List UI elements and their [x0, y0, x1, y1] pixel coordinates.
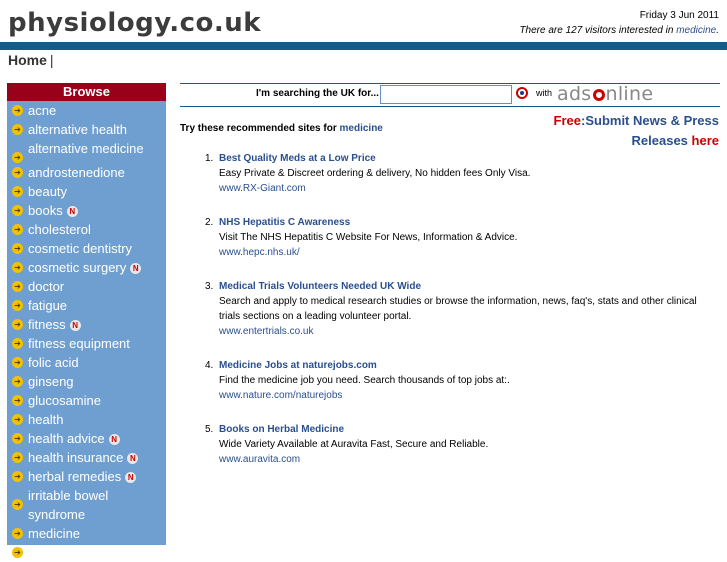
result-title-link[interactable]: NHS Hepatitis C Awareness	[219, 217, 351, 228]
result-title-link[interactable]: Best Quality Meds at a Low Price	[219, 153, 376, 164]
arrow-right-icon: ➔	[12, 499, 23, 510]
sidebar-item[interactable]	[7, 543, 166, 562]
recommend-topic[interactable]: medicine	[339, 123, 383, 134]
new-badge-icon: N	[130, 263, 141, 274]
sidebar-item-label: fatigue	[28, 298, 68, 313]
browse-heading: Browse	[7, 83, 166, 101]
new-badge-icon: N	[67, 206, 78, 217]
recommend-heading	[180, 123, 383, 134]
visitor-topic-link[interactable]: medicine	[676, 25, 717, 36]
sidebar-item[interactable]	[7, 334, 166, 353]
sidebar-item-label: alternative medicine	[28, 141, 144, 156]
sidebar-item[interactable]	[7, 139, 166, 163]
arrow-right-icon: ➔	[12, 224, 23, 235]
result-description: Search and apply to medical research studies or browse the information, news, faq's, stats and other clinical trials sections on a leading volunteer portal.	[219, 296, 697, 322]
arrow-right-icon: ➔	[12, 281, 23, 292]
arrow-right-icon: ➔	[12, 152, 23, 163]
result-url-link[interactable]: www.entertrials.co.uk	[219, 326, 314, 337]
result-description: Easy Private & Discreet ordering & delivery, No hidden fees Only Visa.	[219, 168, 531, 179]
sidebar-item-label: health insurance	[28, 450, 124, 465]
result-description: Find the medicine job you need. Search thousands of top jobs at:.	[219, 375, 510, 386]
search-input[interactable]	[380, 85, 512, 104]
result-number: 4.	[205, 360, 214, 371]
result-url-link[interactable]: www.nature.com/naturejobs	[219, 390, 343, 401]
sidebar-item-label: fitness	[28, 317, 66, 332]
recommend-prefix: Try these recommended sites for	[180, 123, 340, 134]
sidebar-item[interactable]	[7, 296, 166, 315]
press-release-promo[interactable]	[554, 111, 719, 151]
arrow-right-icon: ➔	[12, 319, 23, 330]
result-number: 5.	[205, 424, 214, 435]
result-url-link[interactable]: www.RX-Giant.com	[219, 183, 306, 194]
arrow-right-icon: ➔	[12, 452, 23, 463]
sidebar-item[interactable]	[7, 120, 166, 139]
sidebar-item-label: health	[28, 412, 64, 427]
sidebar-item-label: cholesterol	[28, 222, 91, 237]
result-item	[205, 280, 720, 339]
new-badge-icon: N	[127, 453, 138, 464]
search-bar	[180, 83, 720, 107]
result-title-link[interactable]: Books on Herbal Medicine	[219, 424, 345, 435]
new-badge-icon: N	[109, 434, 120, 445]
sidebar-item[interactable]	[7, 101, 166, 120]
sidebar-item-label: glucosamine	[28, 393, 101, 408]
sidebar-item[interactable]	[7, 201, 166, 220]
arrow-right-icon: ➔	[12, 471, 23, 482]
sidebar-item-label: books	[28, 203, 63, 218]
arrow-right-icon: ➔	[12, 262, 23, 273]
sidebar-item-label: acne	[28, 103, 57, 118]
promo-line1: :Submit News & Press	[581, 113, 719, 128]
result-item	[205, 152, 720, 196]
arrow-right-icon: ➔	[12, 243, 23, 254]
result-item	[205, 216, 720, 260]
adsonline-logo: ads nline	[557, 83, 654, 105]
result-url-link[interactable]: www.auravita.com	[219, 454, 301, 465]
current-date: Friday 3 Jun 2011	[639, 10, 719, 21]
result-description: Wide Variety Available at Auravita Fast, Secure and Reliable.	[219, 439, 489, 450]
search-label: I'm searching the UK for...	[256, 88, 379, 99]
visitor-text-end: .	[716, 25, 719, 36]
sidebar-item[interactable]	[7, 429, 166, 448]
promo-here-link[interactable]: here	[691, 133, 719, 148]
sidebar-item[interactable]	[7, 315, 166, 334]
search-with-label: with	[536, 88, 553, 98]
search-go-icon[interactable]	[516, 87, 528, 99]
result-number: 2.	[205, 217, 214, 228]
arrow-right-icon: ➔	[12, 395, 23, 406]
sidebar-item-label: herbal remedies	[28, 469, 122, 484]
visitor-count	[519, 25, 719, 36]
sidebar-item-label: cosmetic surgery	[28, 260, 127, 275]
result-item	[205, 423, 720, 467]
result-number: 3.	[205, 281, 214, 292]
sidebar-item[interactable]	[7, 220, 166, 239]
sidebar-item[interactable]	[7, 353, 166, 372]
sidebar-item-label: alternative health	[28, 122, 128, 137]
arrow-right-icon: ➔	[12, 338, 23, 349]
header-bar	[0, 42, 727, 50]
sidebar-item[interactable]	[7, 410, 166, 429]
sidebar-item-label: medicine	[28, 526, 81, 541]
arrow-right-icon: ➔	[12, 414, 23, 425]
sidebar-item[interactable]	[7, 258, 166, 277]
result-url-link[interactable]: www.hepc.nhs.uk/	[219, 247, 300, 258]
arrow-right-icon: ➔	[12, 433, 23, 444]
result-title-link[interactable]: Medicine Jobs at naturejobs.com	[219, 360, 377, 371]
arrow-right-icon: ➔	[12, 547, 23, 558]
browse-sidebar	[7, 83, 166, 560]
results-list	[205, 152, 720, 487]
sidebar-item-label: androstenedione	[28, 165, 125, 180]
sidebar-item-label: nutrition	[28, 545, 75, 560]
promo-line2: Releases	[631, 133, 692, 148]
sidebar-item[interactable]	[7, 448, 166, 467]
result-description: Visit The NHS Hepatitis C Website For News, Information & Advice.	[219, 232, 518, 243]
new-badge-icon: N	[125, 472, 136, 483]
breadcrumb-home[interactable]: Home	[8, 52, 47, 68]
sidebar-item[interactable]	[7, 277, 166, 296]
sidebar-item[interactable]	[7, 163, 166, 182]
sidebar-item[interactable]	[7, 524, 166, 543]
new-badge-icon: N	[70, 320, 81, 331]
breadcrumb-separator: |	[49, 52, 54, 68]
result-title-link[interactable]: Medical Trials Volunteers Needed UK Wide	[219, 281, 422, 292]
arrow-right-icon: ➔	[12, 376, 23, 387]
sidebar-item[interactable]	[7, 467, 166, 486]
breadcrumb	[8, 52, 54, 68]
sidebar-item-label: beauty	[28, 184, 68, 199]
arrow-right-icon: ➔	[12, 205, 23, 216]
sidebar-item-label: health advice	[28, 431, 105, 446]
sidebar-item[interactable]	[7, 486, 166, 524]
arrow-right-icon: ➔	[12, 105, 23, 116]
sidebar-item-label: folic acid	[28, 355, 79, 370]
arrow-right-icon: ➔	[12, 124, 23, 135]
sidebar-item[interactable]	[7, 391, 166, 410]
arrow-right-icon: ➔	[12, 186, 23, 197]
sidebar-item-label: fitness equipment	[28, 336, 130, 351]
visitor-text: There are 127 visitors interested in	[519, 25, 677, 36]
promo-free: Free	[553, 113, 581, 128]
arrow-right-icon: ➔	[12, 357, 23, 368]
arrow-right-icon: ➔	[12, 528, 23, 539]
sidebar-item-label: ginseng	[28, 374, 74, 389]
arrow-right-icon: ➔	[12, 167, 23, 178]
sidebar-item[interactable]	[7, 239, 166, 258]
sidebar-item-label: cosmetic dentistry	[28, 241, 133, 256]
result-number: 1.	[205, 153, 214, 164]
sidebar-item-label: irritable bowel syndrome	[28, 488, 109, 522]
sidebar-item-label: doctor	[28, 279, 65, 294]
sidebar-item[interactable]	[7, 372, 166, 391]
site-logo[interactable]: physiology.co.uk	[8, 8, 262, 38]
sidebar-item[interactable]	[7, 182, 166, 201]
browse-list	[7, 101, 166, 562]
arrow-right-icon: ➔	[12, 300, 23, 311]
result-item	[205, 359, 720, 403]
